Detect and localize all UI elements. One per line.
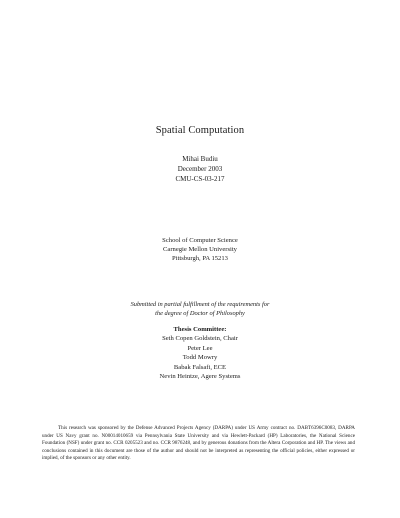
- committee-member: Babak Falsafi, ECE: [173, 363, 227, 371]
- submission-line-1: Submitted in partial fulfillment of the requirements for: [130, 301, 270, 308]
- committee-member: Todd Mowry: [182, 354, 218, 362]
- funding-footnote: This research was sponsored by the Defense Advanced Projects Agency (DARPA) under US Army contract no. DABT6396C0083, DARPA under US Navy grant no. N00014010659 via Pennsylvania State University and via Hewlett-Packard (HP) Laboratories, the National Science Foundation (NSF) under grant no. CCR 0205523 and no. CCR 9876248, and by generous donations from the Altera Corporation and HP. The views and conclusions contained in this document are those of the author and should not be interpreted as representing the official policies, either expressed or implied, of the sponsors or any other entity.: [42, 425, 355, 462]
- thesis-committee: [0, 325, 400, 381]
- author-block: [0, 154, 400, 184]
- submission-statement: [0, 300, 400, 318]
- submission-line-2: the degree of Doctor of Philosophy: [155, 310, 245, 317]
- thesis-date: December 2003: [177, 165, 223, 173]
- thesis-title: Spatial Computation: [155, 125, 245, 136]
- university-location: Pittsburgh, PA 15213: [172, 255, 228, 262]
- university-name: Carnegie Mellon University: [163, 246, 237, 253]
- report-number: CMU-CS-03-217: [175, 175, 225, 183]
- committee-member: Peter Lee: [187, 344, 213, 352]
- committee-heading: Thesis Committee:: [173, 326, 227, 333]
- committee-member: Nevin Heintze, Agere Systems: [159, 373, 241, 381]
- author-name: Mihai Budiu: [182, 155, 218, 163]
- school-name: School of Computer Science: [162, 237, 238, 244]
- institution-block: [0, 236, 400, 263]
- committee-member: Seth Copen Goldstein, Chair: [162, 335, 238, 343]
